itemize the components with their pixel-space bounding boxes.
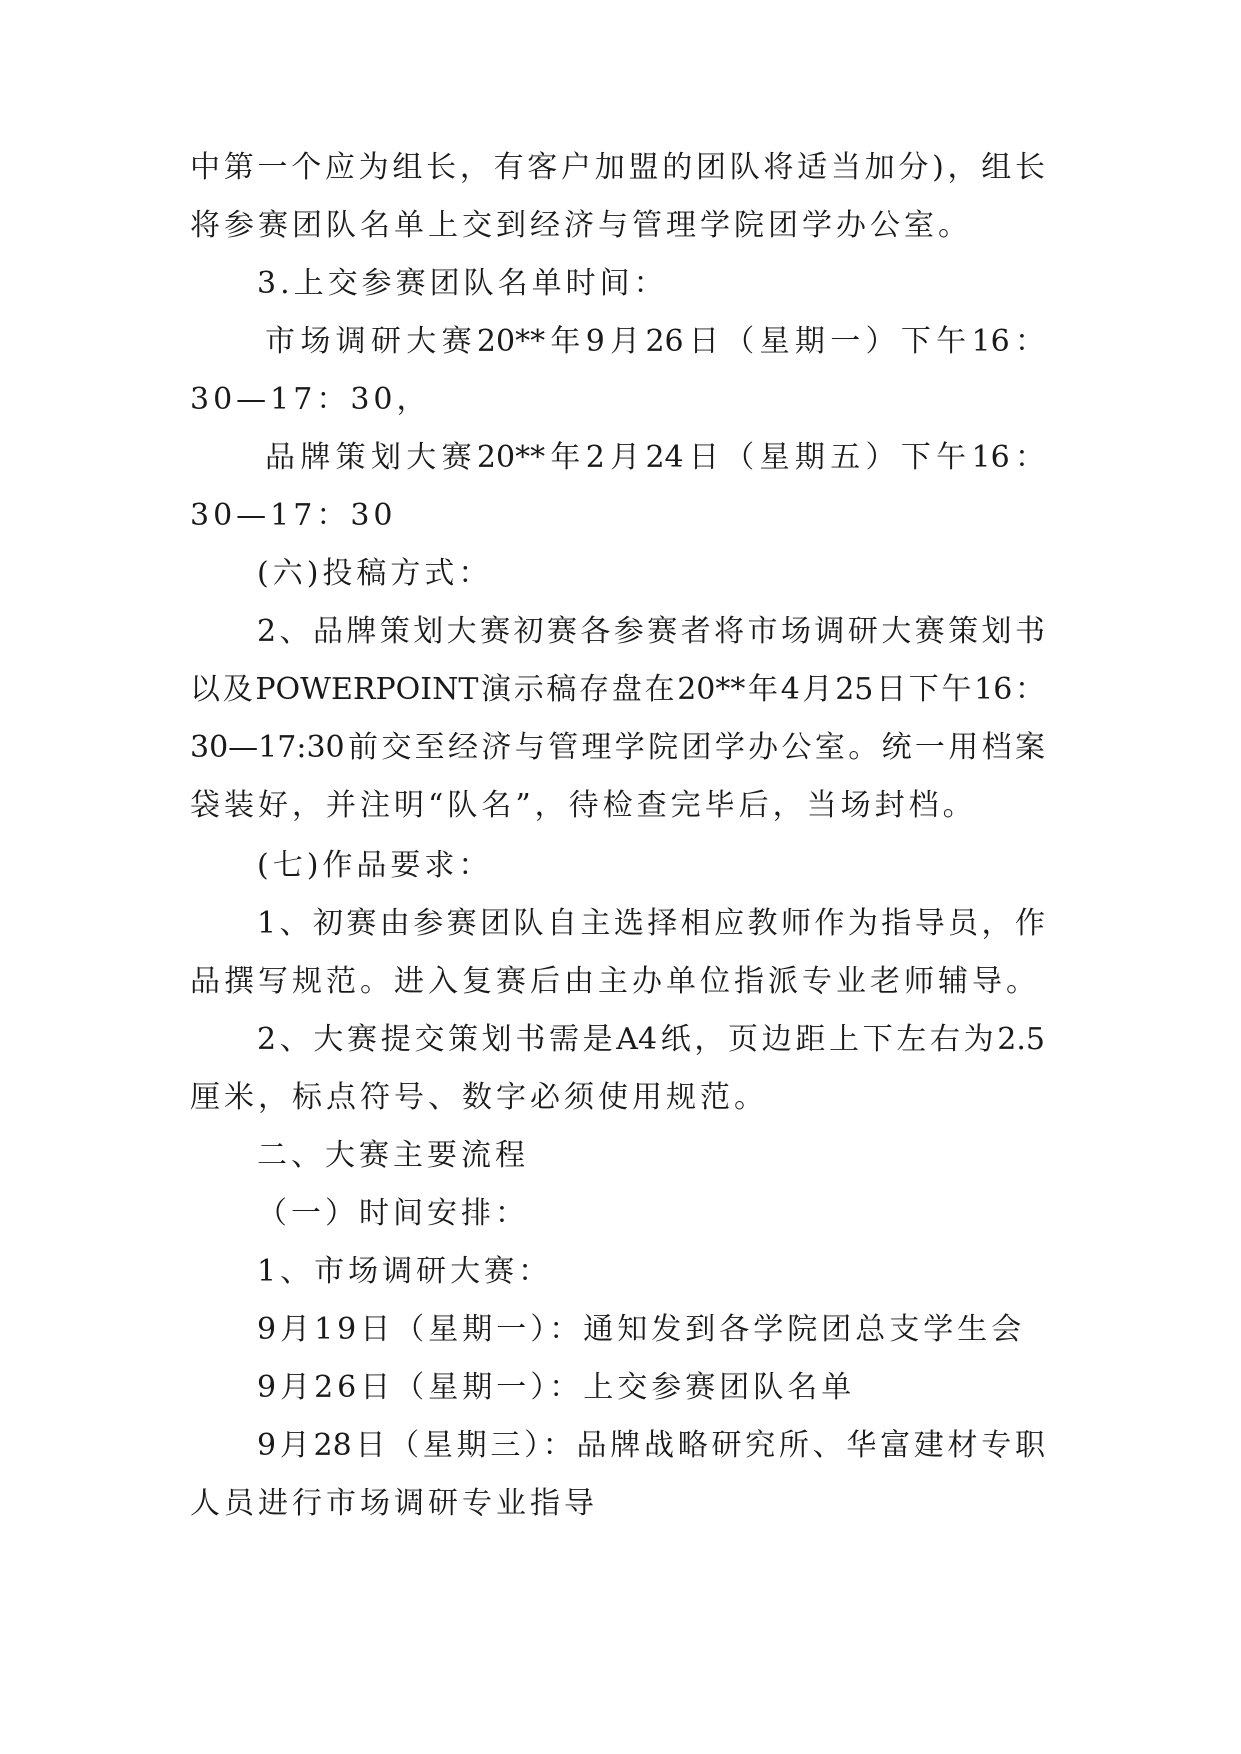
subsection-heading: （一）时间安排： — [257, 1196, 529, 1231]
list-item: 1、市场调研大赛： — [257, 1254, 553, 1289]
schedule-item: 9月26日（星期一）：上交参赛团队名单 — [257, 1370, 856, 1405]
text-line: 厘米，标点符号、数字必须使用规范。 — [190, 1080, 768, 1115]
text-line: 市场调研大赛20**年9月26日（星期一）下午16： — [265, 324, 1045, 359]
schedule-item: 9月28日（星期三）：品牌战略研究所、华富建材专职 — [257, 1428, 1045, 1463]
text-line: 2、大赛提交策划书需是A4纸，页边距上下左右为2.5 — [257, 1022, 1045, 1057]
text-line: 30—17：30， — [190, 382, 431, 417]
text-line: 1、初赛由参赛团队自主选择相应教师作为指导员，作 — [257, 906, 1045, 941]
text-line: 2、品牌策划大赛初赛各参赛者将市场调研大赛策划书 — [257, 614, 1045, 649]
section-heading: (七)作品要求： — [257, 848, 493, 883]
text-line: 30—17:30前交至经济与管理学院团学办公室。统一用档案 — [190, 730, 1045, 765]
section-heading: (六)投稿方式： — [257, 556, 493, 591]
text-line: 袋装好，并注明“队名”，待检查完毕后，当场封档。 — [190, 788, 977, 823]
section-item: 3.上交参赛团队名单时间： — [257, 266, 668, 301]
text-line: 中第一个应为组长，有客户加盟的团队将适当加分)，组长 — [190, 150, 1045, 185]
text-line: 以及POWERPOINT演示稿存盘在20**年4月25日下午16： — [190, 672, 1045, 707]
text-line: 将参赛团队名单上交到经济与管理学院团学办公室。 — [190, 208, 972, 243]
schedule-item: 9月19日（星期一）：通知发到各学院团总支学生会 — [257, 1312, 1026, 1347]
text-line: 品撰写规范。进入复赛后由主办单位指派专业老师辅导。 — [190, 964, 1040, 999]
section-heading: 二、大赛主要流程 — [257, 1138, 529, 1173]
text-line: 人员进行市场调研专业指导 — [190, 1486, 598, 1521]
text-line: 30—17：30 — [190, 498, 397, 533]
text-line: 品牌策划大赛20**年2月24日（星期五）下午16： — [265, 440, 1045, 475]
